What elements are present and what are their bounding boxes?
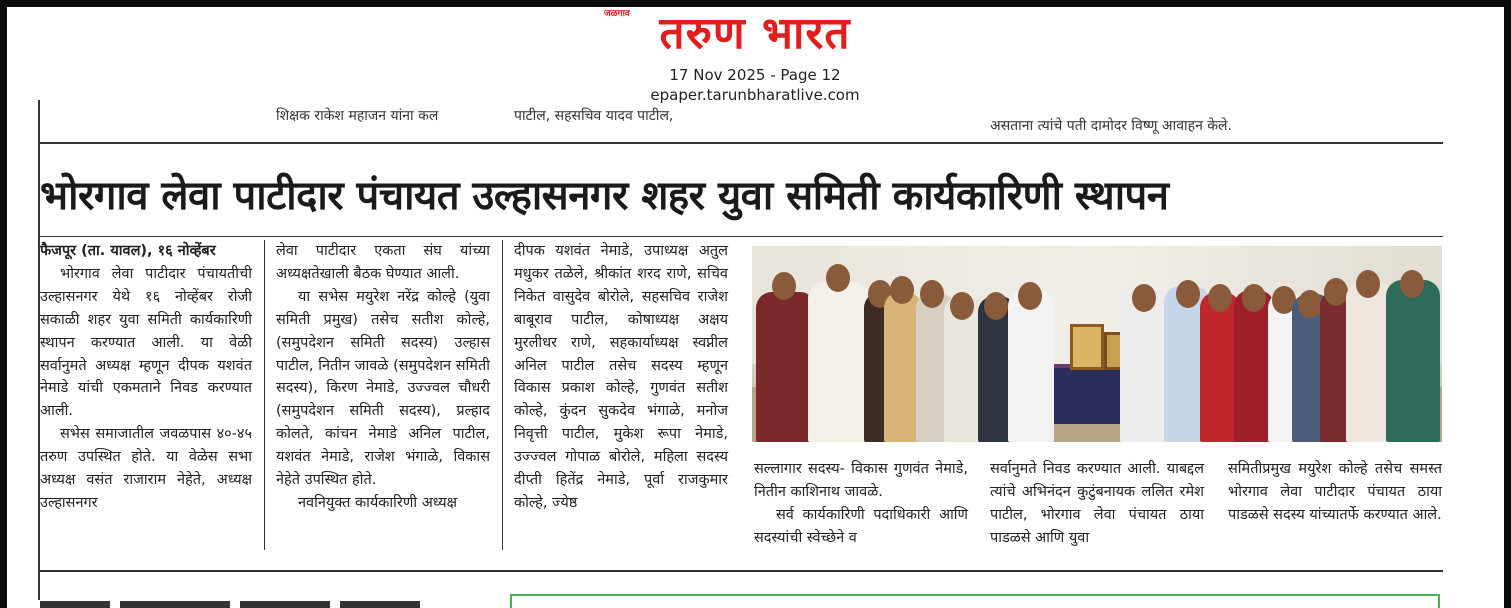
col4-paragraph-2: सर्व कार्यकारिणी पदाधिकारी आणि सदस्यांची स्वेच्छेने व: [754, 506, 968, 546]
person-head: [1208, 284, 1232, 312]
person-head: [890, 276, 914, 304]
col2-paragraph-1: लेवा पाटीदार एकता संघ यांच्या अध्यक्षतेखाली बैठक घेण्यात आली.: [276, 243, 490, 282]
person-head: [826, 264, 850, 292]
person-head: [1132, 284, 1156, 312]
col3-paragraph-1: दीपक यशवंत नेमाडे, उपाध्यक्ष अतुल मधुकर तळेले, श्रीकांत शरद राणे, सचिव निकेत वासुदेव बोरोले, सहसचिव राजेश बाबूराव पाटील, कोषाध्यक्ष अक्षय मुरलीधर राणे, सहकार्याध्यक्ष स्वप्नील अनिल पाटील तसेच सदस्य म्हणून विकास प्रकाश कोल्हे, गुणवंत सतीश कोल्हे, कुंदन सुकदेव भंगाळे, मनोज निवृत्ती पाटील, मुकेश रूपा नेमाडे, उज्ज्वल गोपाळ बोरोले, महिला सदस्य दीप्ती हितेंद्र नेमाडे, पूर्वा राजकुमार कोल्हे, ज्येष्ठ: [514, 243, 728, 511]
group-photo[interactable]: [752, 246, 1442, 442]
person-head: [1356, 270, 1380, 298]
article-column-3: [514, 240, 728, 515]
col1-paragraph-1: भोरगाव लेवा पाटीदार पंचायतीची उल्हासनगर येथे १६ नोव्हेंबर रोजी सकाळी शहर युवा समिती कार्यकारिणी स्थापन करण्यात आली. या वेळी सर्वानुमते अध्यक्ष म्हणून दीपक यशवंत नेमाडे यांची एकमताने निवड करण्यात आली.: [40, 265, 252, 420]
logo-tagline: जळगाव: [604, 9, 630, 19]
column-divider: [264, 240, 265, 550]
person-figure: [1386, 280, 1440, 442]
edition-site[interactable]: epaper.tarunbharatlive.com: [650, 86, 860, 104]
person-head: [772, 272, 796, 300]
prev-article-fragment-left: शिक्षक राकेश महाजन यांना कल: [276, 108, 439, 124]
photo-portrait-frame: [1070, 324, 1104, 370]
article-column-2: [276, 240, 490, 515]
col6-paragraph-1: समितीप्रमुख मयुरेश कोल्हे तसेच समस्त भोरगाव लेवा पाटीदार पंचायत ठाया पाडळसे सदस्य यांच्यातर्फे करण्यात आले.: [1228, 461, 1442, 523]
prev-article-fragment-middle: पाटील, सहसचिव यादव पाटील,: [514, 108, 674, 124]
article-column-5: [990, 458, 1204, 550]
col2-paragraph-3: नवनियुक्त कार्यकारिणी अध्यक्ष: [298, 494, 458, 511]
person-head: [1400, 270, 1424, 298]
article-headline: भोरगाव लेवा पाटीदार पंचायत उल्हासनगर शहर युवा समिती कार्यकारिणी स्थापन: [40, 173, 1169, 219]
col1-paragraph-2: सभेस समाजातील जवळपास ४०-४५ तरुण उपस्थित होते. या वेळेस सभा अध्यक्ष वसंत राजाराम नेहेते, अध्यक्ष उल्हासनगर: [40, 426, 252, 511]
person-head: [1298, 290, 1322, 318]
prev-article-fragment-right: असताना त्यांचे पती दामोदर विष्णू आवाहन केले.: [990, 118, 1232, 134]
next-article-cutoff: [40, 590, 500, 608]
col4-paragraph-1: सल्लागार सदस्य- विकास गुणवंत नेमाडे, नितीन काशिनाथ जावळे.: [754, 461, 968, 500]
person-head: [1176, 280, 1200, 308]
section-rule-bottom: [40, 570, 1443, 572]
newspaper-logo[interactable]: तरुण भारत: [659, 8, 851, 59]
article-column-1: [40, 240, 252, 515]
person-head: [920, 280, 944, 308]
col2-paragraph-2: या सभेस मयुरेश नरेंद्र कोल्हे (युवा समिती प्रमुख) तसेच सतीश कोल्हे, (समुपदेशन समिती सदस्य) उल्हास पाटील, नितीन जावळे (समुपदेशन समिती सदस्य), किरण नेमाडे, उज्ज्वल चौधरी (समुपदेशन समिती सदस्य), प्रल्हाद कोलते, कांचन नेमाडे अनिल पाटील, यशवंत नेमाडे, राजेश भंगाळे, विकास नेहेते उपस्थित होते.: [276, 288, 490, 489]
person-figure: [756, 292, 816, 442]
person-head: [1242, 284, 1266, 312]
person-figure: [1008, 290, 1054, 442]
headline-rule: [40, 236, 1443, 237]
masthead: [600, 6, 910, 62]
next-article-box: [510, 594, 1440, 608]
person-head: [984, 292, 1008, 320]
article-column-6: [1228, 458, 1442, 527]
article-column-4: [754, 458, 968, 550]
column-divider: [502, 240, 503, 550]
person-head: [950, 292, 974, 320]
person-figure: [808, 282, 870, 442]
person-head: [1018, 282, 1042, 310]
col5-paragraph-1: सर्वानुमते निवड करण्यात आली. याबद्दल त्यांचे अभिनंदन कुटुंबनायक ललित रमेश पाटील, भोरगाव लेवा पंचायत ठाया पाडळसे आणि युवा: [990, 461, 1204, 546]
section-rule-top: [40, 142, 1443, 144]
article-dateline: फैजपूर (ता. यावल), १६ नोव्हेंबर: [40, 243, 216, 259]
person-head: [1324, 278, 1348, 306]
edition-date-page: 17 Nov 2025 - Page 12: [669, 66, 841, 84]
